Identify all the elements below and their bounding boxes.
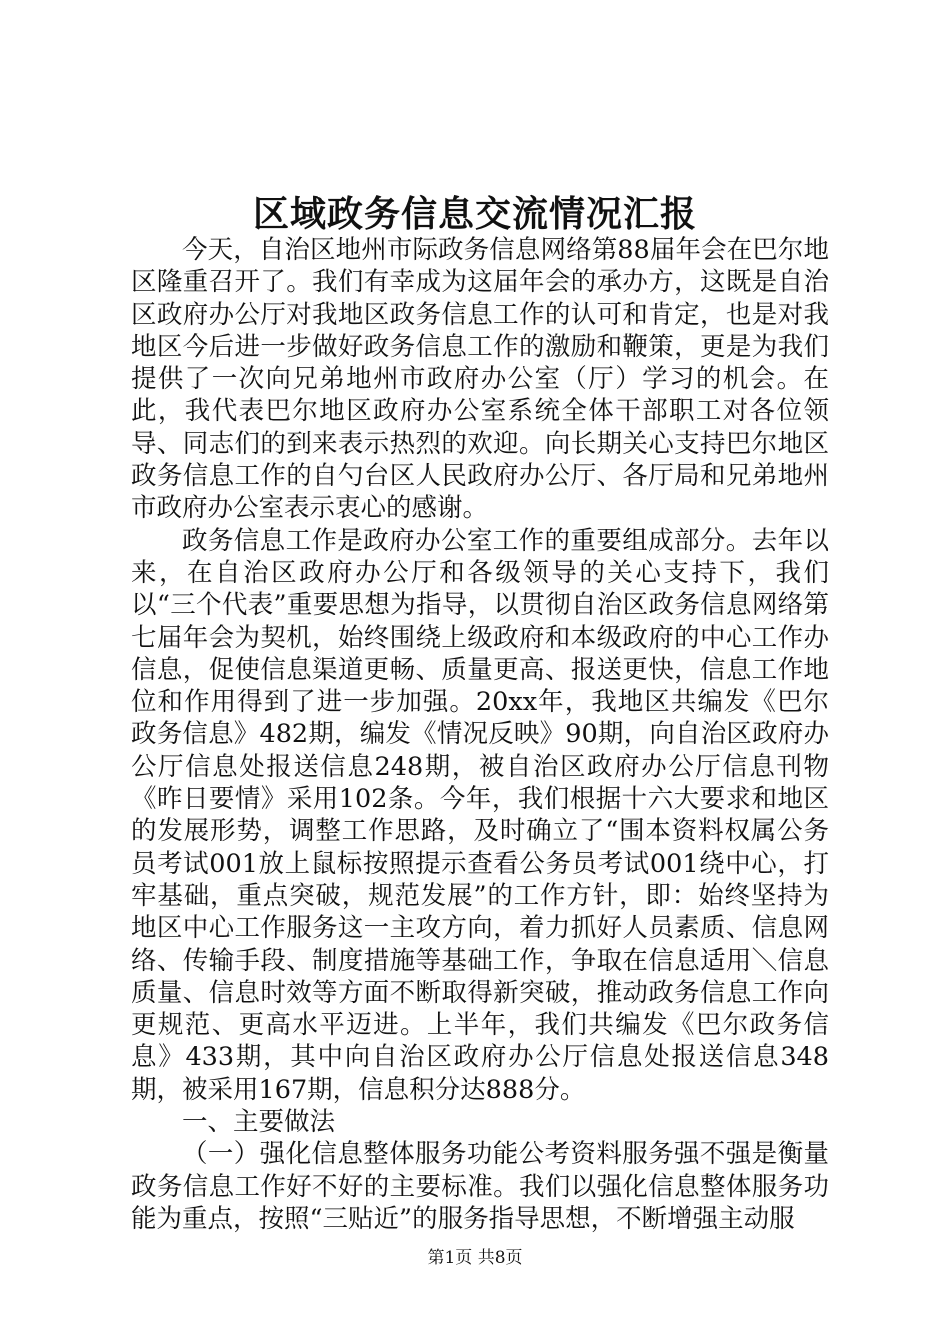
page-number-footer: 第1页 共8页 <box>427 1248 523 1268</box>
section-heading-main-practices: 一、主要做法 <box>182 1107 336 1138</box>
document-body <box>131 234 829 1235</box>
paragraph-practice-one: （一）强化信息整体服务功能公考资料服务强不强是衡量政务信息工作好不好的主要标准。我们以强化信息整体服务功能为重点，按照“三贴近”的服务指导思想，不断增强主动服 <box>131 1139 829 1234</box>
paragraph-intro: 今天，自治区地州市际政务信息网络第88届年会在巴尔地区隆重召开了。我们有幸成为这届年会的承办方，这既是自治区政府办公厅对我地区政务信息工作的认可和肯定，也是对我地区今后进一步做好政务信息工作的激励和鞭策，更是为我们提供了一次向兄弟地州市政府办公室（厅）学习的机会。在此，我代表巴尔地区政府办公室系统全体干部职工对各位领导、同志们的到来表示热烈的欢迎。向长期关心支持巴尔地区政务信息工作的自勺台区人民政府办公厅、各厅局和兄弟地州市政府办公室表示衷心的感谢。 <box>131 235 829 524</box>
paragraph-overview: 政务信息工作是政府办公室工作的重要组成部分。去年以来，在自治区政府办公厅和各级领导的关心支持下，我们以“三个代表”重要思想为指导，以贯彻自治区政务信息网络第七届年会为契机，始终围绕上级政府和本级政府的中心工作办信息，促使信息渠道更畅、质量更高、报送更快，信息工作地位和作用得到了进一步加强。20xx年，我地区共编发《巴尔政务信息》482期，编发《情况反映》90期，向自治区政府办公厅信息处报送信息248期，被自治区政府办公厅信息刊物《昨日要情》采用102条。今年，我们根据十六大要求和地区的发展形势，调整工作思路，及时确立了“围本资料权属公务员考试001放上鼠标按照提示查看公务员考试001绕中心，打牢基础，重点突破，规范发展”的工作方针，即：始终坚持为地区中心工作服务这一主攻方向，着力抓好人员素质、信息网络、传输手段、制度措施等基础工作，争取在信息适用＼信息质量、信息时效等方面不断取得新突破，推动政务信息工作向更规范、更高水平迈进。上半年，我们共编发《巴尔政务信息》433期，其中向自治区政府办公厅信息处报送信息348期，被采用167期，信息积分达888分。 <box>131 525 829 1105</box>
document-title: 区域政务信息交流情况汇报 <box>252 193 697 235</box>
